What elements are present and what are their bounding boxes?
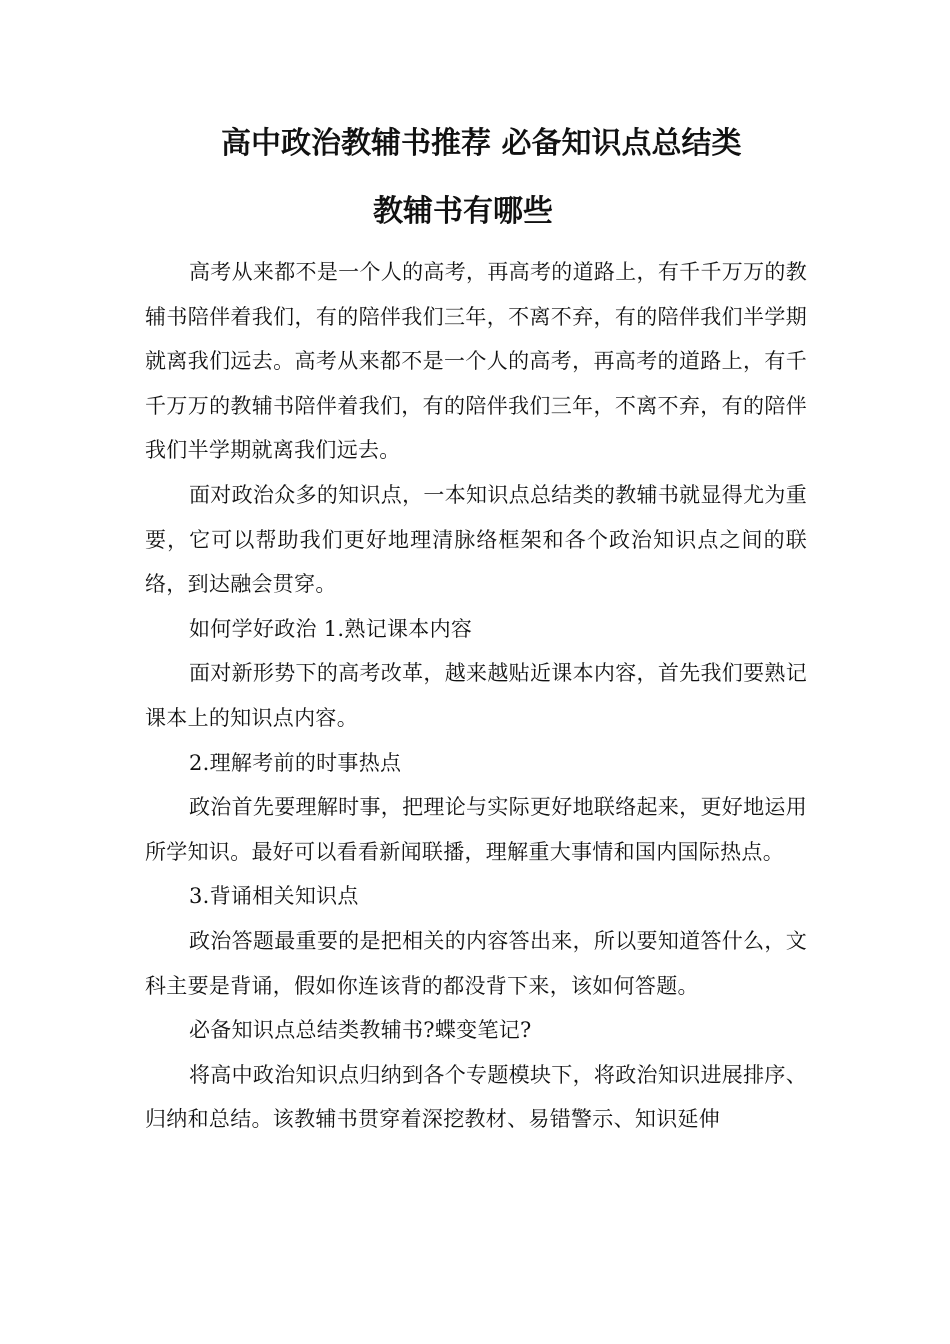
heading-how-to-learn: 如何学好政治 1.熟记课本内容 — [189, 616, 473, 641]
paragraph-recite: 政治答题最重要的是把相关的内容答出来，所以要知道答什么，文科主要是背诵，假如你连该背的都没背下来，该如何答题。 — [145, 928, 807, 998]
heading-recommended-book: 必备知识点总结类教辅书?蝶变笔记? — [189, 1018, 532, 1043]
heading-current-affairs: 2.理解考前的时事热点 — [189, 750, 402, 775]
paragraph-importance: 面对政治众多的知识点，一本知识点总结类的教辅书就显得尤为重要，它可以帮助我们更好地理清脉络框架和各个政治知识点之间的联络，到达融会贯穿。 — [145, 482, 807, 597]
document-body — [145, 250, 807, 1142]
document-title-line-2: 教辅书有哪些 — [373, 194, 553, 229]
heading-recite: 3.背诵相关知识点 — [189, 884, 359, 909]
document-title-line-1: 高中政治教辅书推荐 必备知识点总结类 — [221, 126, 742, 161]
paragraph-current-affairs: 政治首先要理解时事，把理论与实际更好地联络起来，更好地运用所学知识。最好可以看看新闻联播，理解重大事情和国内国际热点。 — [145, 795, 807, 864]
paragraph-textbook: 面对新形势下的高考改革，越来越贴近课本内容，首先我们要熟记课本上的知识点内容。 — [145, 661, 807, 730]
paragraph-book-description: 将高中政治知识点归纳到各个专题模块下，将政治知识进展排序、归纳和总结。该教辅书贯穿着深挖教材、易错警示、知识延伸 — [145, 1062, 807, 1132]
paragraph-intro: 高考从来都不是一个人的高考，再高考的道路上，有千千万万的教辅书陪伴着我们，有的陪伴我们三年，不离不弃，有的陪伴我们半学期就离我们远去。高考从来都不是一个人的高考，再高考的道路上，有千千万万的教辅书陪伴着我们，有的陪伴我们三年，不离不弃，有的陪伴我们半学期就离我们远去。 — [145, 260, 807, 463]
